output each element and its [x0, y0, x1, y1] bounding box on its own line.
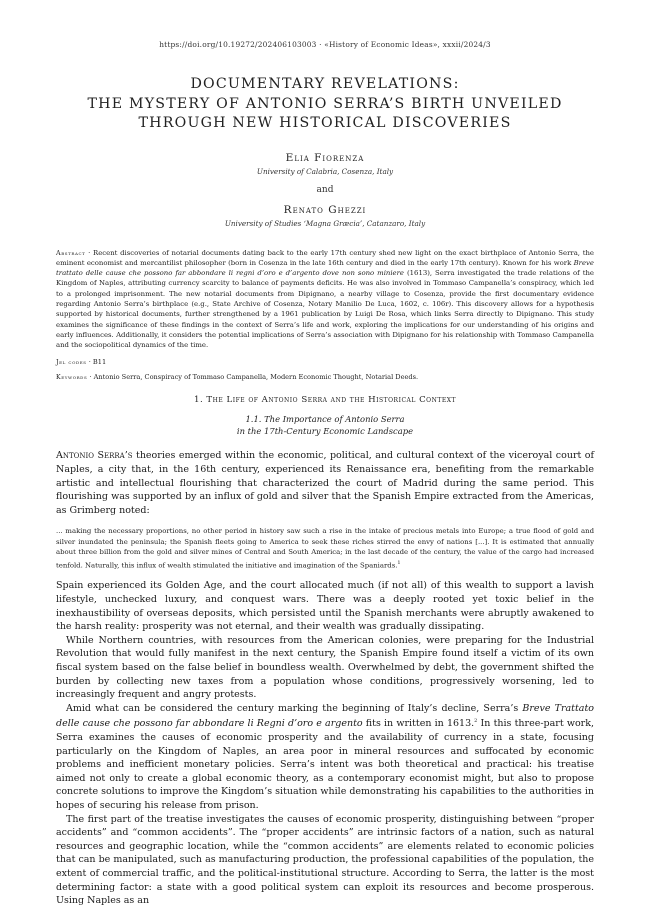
paragraph-4-text-c: In this three-part work, Serra examines the causes of economic prosperity and the availability of currency in a state, focusing particularly on the Kingdom of Naples, an area poor in mineral resources and suffocated by economic problems and inefficient monetary policies. Serra’s intent was both theoretical and practical: his treatise aimed not only to create a global economic theory, as a contemporary economist might, but also to propose concrete solutions to improve the Kingdom’s situation while demonstrating his capabilities to the authorities in hopes of securing his release from prison.	[56, 718, 594, 812]
abstract-label: Abstract	[56, 248, 86, 257]
keywords-label: Keywords	[56, 374, 88, 382]
jel-value: · B11	[86, 358, 107, 367]
title-line-3: THROUGH NEW HISTORICAL DISCOVERIES	[138, 115, 512, 131]
paragraph-1-lead: Antonio Serra’s	[56, 450, 133, 462]
keywords	[56, 373, 594, 381]
abstract-text-1: · Recent discoveries of notarial documents dating back to the early 17th century shed new light on the exact birthplace of Antonio Serra, the eminent economist and mercantilist philosopher (born in Cosenza in the late 16th century and died in the early 17th century). Known for his work	[56, 248, 594, 267]
jel-label: Jel codes	[56, 359, 87, 367]
author-2-name: Renato Ghezzi	[283, 203, 367, 216]
paragraph-1	[56, 449, 594, 517]
subsection-line-2: in the 17th-Century Economic Landscape	[236, 425, 414, 436]
abstract	[56, 248, 594, 351]
subsection-line-1: 1.1. The Importance of Antonio Serra	[245, 414, 405, 425]
author-conjunction: and	[316, 184, 334, 195]
paragraph-2: Spain experienced its Golden Age, and the court allocated much (if not all) of this wealth to support a lavish lifestyle, unchecked luxury, and conquest wars. There was a deeply rooted yet toxic belief in the inexhaustibility of overseas deposits, which persisted until the Spanish merchants were abruptly awakened to the harsh reality: prosperity was not eternal, and their wealth was gradually dissipating.	[56, 580, 594, 633]
author-1-affiliation: University of Calabria, Cosenza, Italy	[256, 166, 394, 176]
paragraph-4	[56, 702, 594, 813]
abstract-text-2: (1613), Serra investigated the trade relations of the Kingdom of Naples, attributing currency scarcity to balance of payments deficits. He was also involved in Tommaso Campanella’s conspiracy, which led to a prolonged imprisonment. The new notarial documents from Dipignano, a nearby village to Cosenza, provide the first documentary evidence regarding Antonio Serra’s birthplace (e.g., State Archive of Cosenza, Notary Manilio De Luca, 1602, c. 106r). This discovery allows for a hypothesis supported by historical documents, further strengthened by a 1961 publication by Luigi De Rosa, which links Serra directly to Dipignano. This study examines the significance of these findings in the context of Serra’s life and work, exploring the implications for our understanding of his origins and early influences. Additionally, it considers the potential implications of Serra’s association with Dipignano for his relationship with Tommaso Campanella and the sociopolitical dynamics of the time.	[56, 269, 594, 350]
title-line-1: DOCUMENTARY REVELATIONS:	[190, 76, 460, 92]
footnote-ref-1[interactable]: 1	[397, 559, 401, 566]
subsection-heading	[56, 414, 594, 437]
author-1-name: Elia Fiorenza	[285, 151, 365, 164]
running-header: https://doi.org/10.19272/202406103003 · «History of Economic Ideas», xxxii/2024/3	[159, 40, 491, 49]
keywords-value: · Antonio Serra, Conspiracy of Tommaso Campanella, Modern Economic Thought, Notarial Deeds.	[87, 373, 419, 382]
paragraph-4-text-b: fits in written in 1613.	[362, 718, 475, 730]
title-line-2: THE MYSTERY OF ANTONIO SERRA’S BIRTH UNVEILED	[87, 95, 563, 112]
block-quote-text: ... making the necessary proportions, no other period in history saw such a rise in the intake of precious metals into Europe; a true flood of gold and silver inundated the peninsula; the Spanish fleets going to America to seek these riches stirred the envy of nations [...]. It is estimated that annually about three billion from the gold and silver mines of Central and South America; in the last decade of the century, the value of the cargo had increased tenfold. Naturally, this influx of wealth stimulated the initiative and imagination of the Spaniards.	[56, 527, 594, 569]
paragraph-4-work-title: Breve Trattato delle cause che possono far abbondare li Regni d’oro e argento	[56, 702, 594, 730]
block-quote	[56, 526, 594, 570]
jel-codes	[56, 358, 594, 366]
paragraph-4-text-a: Amid what can be considered the century marking the beginning of Italy’s decline, Serra’s	[66, 702, 523, 714]
section-heading: 1. The Life of Antonio Serra and the Historical Context	[194, 395, 456, 406]
paragraph-1-text: theories emerged within the economic, political, and cultural context of the viceroyal court of Naples, a city that, in the 16th century, experienced its Renaissance era, benefiting from the remarkable artistic and intellectual flourishing that characterized the court of Madrid during the same period. This flourishing was supported by an influx of gold and silver that the Spanish Empire extracted from the Americas, as Grimberg noted:	[56, 450, 594, 516]
footnote-ref-2[interactable]: 2	[474, 718, 478, 725]
author-2-affiliation: University of Studies ‘Magna Græcia’, Catanzaro, Italy	[224, 218, 426, 228]
paragraph-3: While Northern countries, with resources from the American colonies, were preparing for the Industrial Revolution that would fully manifest in the next century, the Spanish Empire found itself a victim of its own fiscal system based on the false belief in boundless wealth. Overwhelmed by debt, the government shifted the burden by collecting new taxes from a population whose conditions, progressively worsening, led to increasingly frequent and angry protests.	[56, 634, 594, 701]
article-title	[56, 75, 594, 134]
paragraph-5: The first part of the treatise investigates the causes of economic prosperity, distinguishing between “proper accidents” and “common accidents”. The “proper accidents” are intrinsic factors of a nation, such as natural resources and geographic location, while the “common accidents” are elements related to economic policies that can be manipulated, such as manufacturing production, the professional capabilities of the population, the extent of commercial traffic, and the political-institutional structure. According to Serra, the latter is the most determining factor: a state with a good political system can exploit its resources and become prosperous. Using Naples as an	[56, 813, 594, 907]
abstract-work-title: Breve trattato delle cause che possono far abbondare li regni d’oro e d’argento dove non sono miniere	[56, 258, 594, 278]
